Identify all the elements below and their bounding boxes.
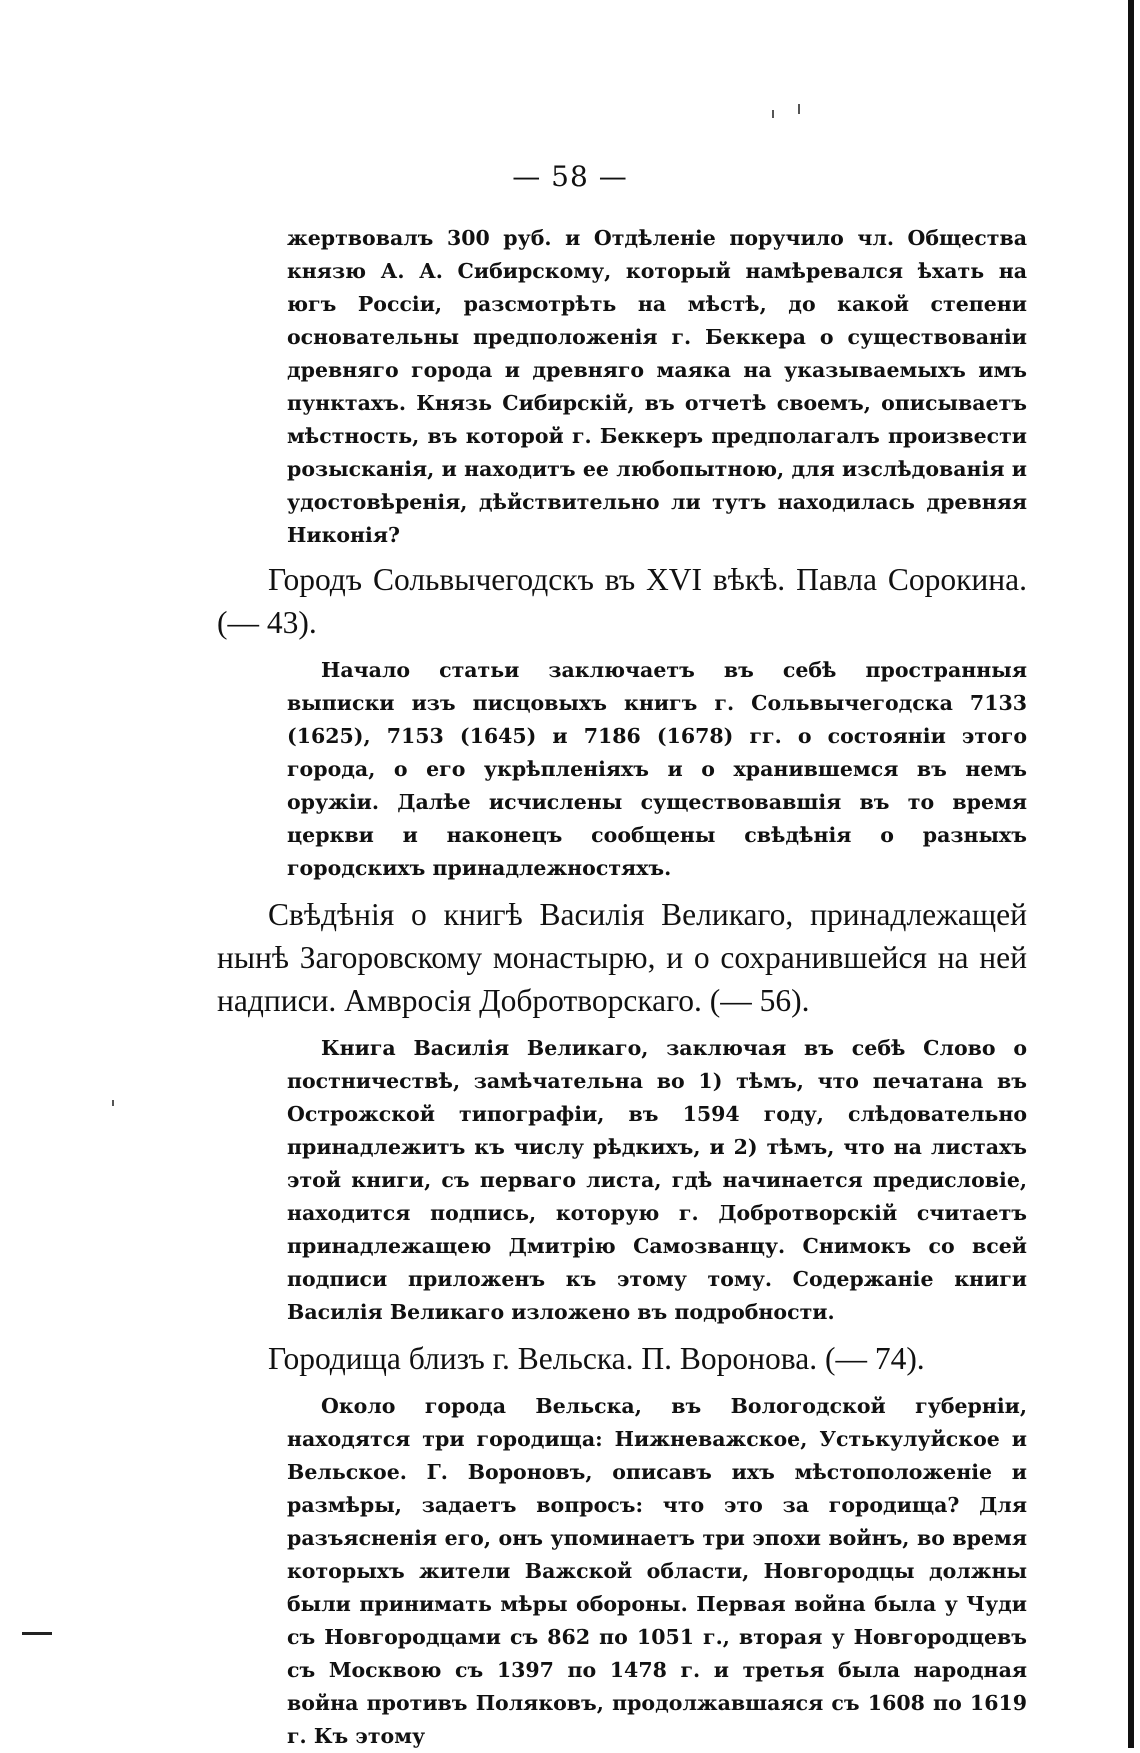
scan-speck xyxy=(112,1100,114,1106)
scan-speck xyxy=(772,110,774,118)
article-heading-solvychegodsk: Городъ Сольвычегодскъ въ XVI вѣкѣ. Павла Сорокина. (— 43). xyxy=(217,562,1027,640)
paragraph-vasily-book: Книга Василія Великаго, заключая въ себѣ Слово о постничествѣ, замѣчательна во 1) тѣмъ, что печатана въ Острожской типографіи, въ 1594 году, слѣдовательно принадлежитъ къ числу рѣдкихъ, и 2) тѣмъ, что на листахъ этой книги, съ перваго листа, гдѣ начинается предисловіе, находится подпись, которую г. Добротворскій считаетъ принадлежащею Дмитрію Самозванцу. Снимокъ со всей подписи приложенъ къ этому тому. Содержаніе книги Василія Великаго изложено въ подробности. xyxy=(287,1036,1027,1324)
margin-mark xyxy=(22,1632,52,1635)
article-heading-velsk: Городища близъ г. Вельска. П. Воронова. (— 74). xyxy=(268,1341,925,1376)
page-number: — 58 — xyxy=(512,160,628,193)
article-heading-vasily-book: Свѣдѣнія о книгѣ Василія Великаго, принадлежащей нынѣ Загоровскому монастырю, и о сохранившейся на ней надписи. Амвросія Добротворскаго. (— 56). xyxy=(217,897,1027,1018)
scan-speck xyxy=(798,104,800,114)
paragraph-continuation: жертвовалъ 300 руб. и Отдѣленіе поручило чл. Общества князю А. А. Сибирскому, который намѣревался ѣхать на югъ Россіи, разсмотрѣть на мѣстѣ, до какой степени основательны предположенія г. Беккера о существованіи древняго города и древняго маяка на указываемыхъ имъ пунктахъ. Князь Сибирскій, въ отчетѣ своемъ, описываетъ мѣстность, въ которой г. Беккеръ предполагалъ произвести розысканія, и находитъ ее любопытною, для изслѣдованія и удостовѣренія, дѣйствительно ли тутъ находилась древняя Никонія? xyxy=(287,226,1027,547)
scan-edge-bar xyxy=(1128,0,1134,1748)
page-body xyxy=(217,222,1027,1753)
paragraph-solvychegodsk: Начало статьи заключаетъ въ себѣ пространныя выписки изъ писцовыхъ книгъ г. Сольвычегодска 7133 (1625), 7153 (1645) и 7186 (1678) гг. о состояніи этого города, о его укрѣпленіяхъ и о хранившемся въ немъ оружіи. Далѣе исчислены существовавшія въ то время церкви и наконецъ сообщены свѣдѣнія о разныхъ городскихъ принадлежностяхъ. xyxy=(287,658,1027,880)
paragraph-velsk: Около города Вельска, въ Вологодской губерніи, находятся три городища: Нижневажское, Устькулуйское и Вельское. Г. Вороновъ, описавъ ихъ мѣстоположеніе и размѣры, задаетъ вопросъ: что это за городища? Для разъясненія его, онъ упоминаетъ три эпохи войнъ, во время которыхъ жители Важской области, Новгородцы должны были принимать мѣры обороны. Первая война была у Чуди съ Новгородцами съ 862 по 1051 г., вторая у Новгородцевъ съ Москвою съ 1397 по 1478 г. и третья была народная война противъ Поляковъ, продолжавшаяся съ 1608 по 1619 г. Къ этому xyxy=(287,1394,1027,1748)
